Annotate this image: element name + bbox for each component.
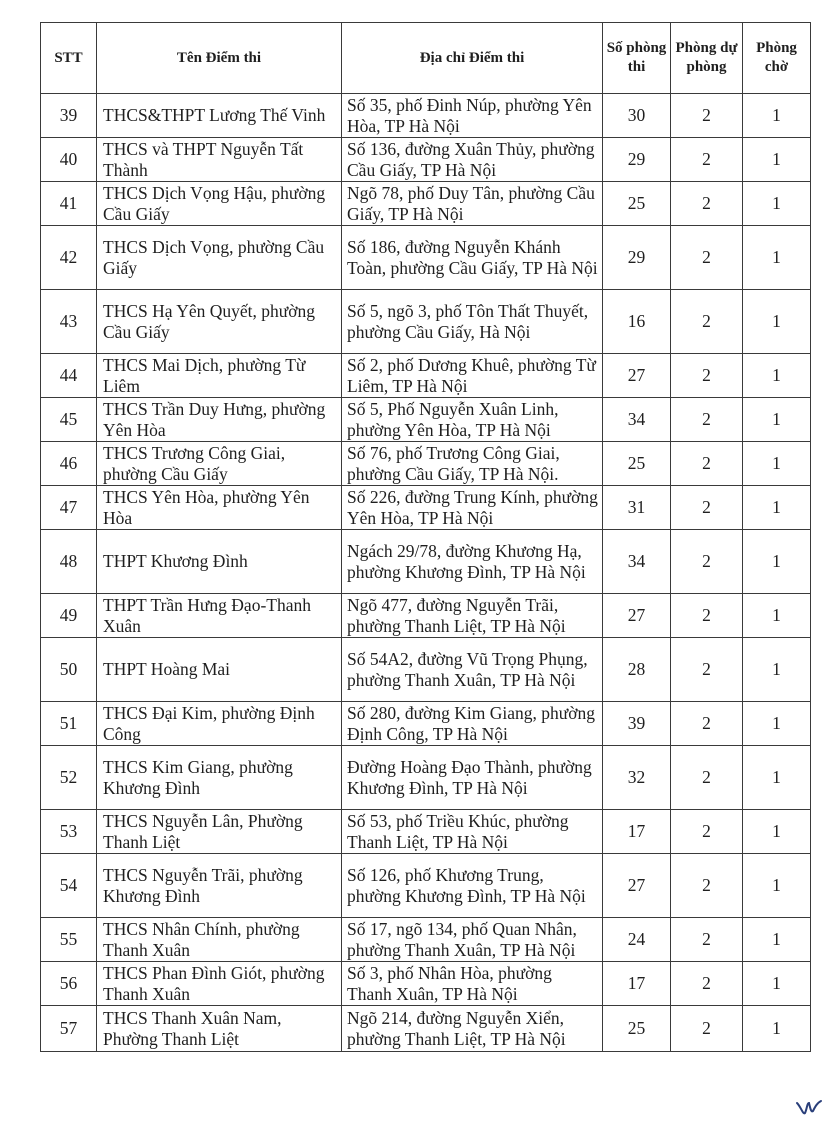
- row-spare-rooms-cell: 2: [671, 354, 743, 398]
- row-exam-rooms-cell: 27: [603, 854, 671, 918]
- table-row: [41, 486, 811, 530]
- row-site-address-cell: Số 280, đường Kim Giang, phường Định Công, TP Hà Nội: [342, 702, 603, 746]
- row-stt-cell: 56: [41, 962, 97, 1006]
- row-exam-rooms-cell: 39: [603, 702, 671, 746]
- row-spare-rooms-cell: 2: [671, 702, 743, 746]
- row-site-address-cell: Số 35, phố Đinh Núp, phường Yên Hòa, TP Hà Nội: [342, 94, 603, 138]
- row-site-address-cell: Số 76, phố Trương Công Giai, phường Cầu Giấy, TP Hà Nội.: [342, 442, 603, 486]
- row-exam-rooms-cell: 25: [603, 1006, 671, 1052]
- table-row: [41, 442, 811, 486]
- row-site-name-cell: THCS Nhân Chính, phường Thanh Xuân: [97, 918, 342, 962]
- row-waiting-rooms-cell: 1: [743, 918, 811, 962]
- row-spare-rooms-cell: 2: [671, 138, 743, 182]
- row-stt-cell: 45: [41, 398, 97, 442]
- row-site-name-cell: THCS Dịch Vọng Hậu, phường Cầu Giấy: [97, 182, 342, 226]
- row-exam-rooms-cell: 31: [603, 486, 671, 530]
- row-site-name-cell: THCS Yên Hòa, phường Yên Hòa: [97, 486, 342, 530]
- row-exam-rooms-cell: 25: [603, 182, 671, 226]
- row-waiting-rooms-cell: 1: [743, 746, 811, 810]
- row-site-name-cell: THCS Nguyễn Lân, Phường Thanh Liệt: [97, 810, 342, 854]
- row-waiting-rooms-cell: 1: [743, 638, 811, 702]
- table-row: [41, 702, 811, 746]
- row-exam-rooms-cell: 24: [603, 918, 671, 962]
- row-stt-cell: 46: [41, 442, 97, 486]
- row-stt-cell: 50: [41, 638, 97, 702]
- row-exam-rooms-cell: 28: [603, 638, 671, 702]
- row-site-name-cell: THCS Đại Kim, phường Định Công: [97, 702, 342, 746]
- row-stt-cell: 49: [41, 594, 97, 638]
- row-exam-rooms-cell: 29: [603, 226, 671, 290]
- row-spare-rooms-cell: 2: [671, 290, 743, 354]
- row-site-address-cell: Số 126, phố Khương Trung, phường Khương Đình, TP Hà Nội: [342, 854, 603, 918]
- exam-sites-table: [40, 22, 811, 1052]
- row-stt-cell: 52: [41, 746, 97, 810]
- table-row: [41, 94, 811, 138]
- row-site-address-cell: Đường Hoàng Đạo Thành, phường Khương Đình, TP Hà Nội: [342, 746, 603, 810]
- row-stt-cell: 48: [41, 530, 97, 594]
- row-spare-rooms-cell: 2: [671, 1006, 743, 1052]
- row-site-name-cell: THCS Hạ Yên Quyết, phường Cầu Giấy: [97, 290, 342, 354]
- row-site-address-cell: Ngách 29/78, đường Khương Hạ, phường Khương Đình, TP Hà Nội: [342, 530, 603, 594]
- row-site-address-cell: Số 54A2, đường Vũ Trọng Phụng, phường Thanh Xuân, TP Hà Nội: [342, 638, 603, 702]
- row-site-address-cell: Số 53, phố Triều Khúc, phường Thanh Liệt, TP Hà Nội: [342, 810, 603, 854]
- row-spare-rooms-cell: 2: [671, 638, 743, 702]
- table-row: [41, 854, 811, 918]
- row-waiting-rooms-cell: 1: [743, 442, 811, 486]
- row-site-name-cell: THCS Mai Dịch, phường Từ Liêm: [97, 354, 342, 398]
- row-site-name-cell: THCS Kim Giang, phường Khương Đình: [97, 746, 342, 810]
- table-row: [41, 530, 811, 594]
- row-site-address-cell: Ngõ 78, phố Duy Tân, phường Cầu Giấy, TP Hà Nội: [342, 182, 603, 226]
- table-row: [41, 138, 811, 182]
- row-stt-cell: 53: [41, 810, 97, 854]
- row-exam-rooms-cell: 25: [603, 442, 671, 486]
- row-waiting-rooms-cell: 1: [743, 94, 811, 138]
- table-row: [41, 226, 811, 290]
- table-row: [41, 398, 811, 442]
- row-site-name-cell: THCS Thanh Xuân Nam, Phường Thanh Liệt: [97, 1006, 342, 1052]
- row-exam-rooms-cell: 27: [603, 594, 671, 638]
- row-waiting-rooms-cell: 1: [743, 854, 811, 918]
- row-waiting-rooms-cell: 1: [743, 138, 811, 182]
- row-site-address-cell: Số 5, ngõ 3, phố Tôn Thất Thuyết, phường Cầu Giấy, Hà Nội: [342, 290, 603, 354]
- row-stt-cell: 51: [41, 702, 97, 746]
- row-exam-rooms-cell: 17: [603, 962, 671, 1006]
- row-site-name-cell: THCS và THPT Nguyễn Tất Thành: [97, 138, 342, 182]
- header-spare-rooms: Phòng dự phòng: [671, 23, 743, 94]
- header-waiting-rooms: Phòng chờ: [743, 23, 811, 94]
- row-stt-cell: 42: [41, 226, 97, 290]
- row-spare-rooms-cell: 2: [671, 918, 743, 962]
- row-spare-rooms-cell: 2: [671, 94, 743, 138]
- table-row: [41, 638, 811, 702]
- row-waiting-rooms-cell: 1: [743, 226, 811, 290]
- header-site-name: Tên Điểm thi: [97, 23, 342, 94]
- row-stt-cell: 47: [41, 486, 97, 530]
- row-waiting-rooms-cell: 1: [743, 530, 811, 594]
- row-site-address-cell: Ngõ 214, đường Nguyễn Xiển, phường Thanh Liệt, TP Hà Nội: [342, 1006, 603, 1052]
- row-waiting-rooms-cell: 1: [743, 810, 811, 854]
- row-site-name-cell: THCS Dịch Vọng, phường Cầu Giấy: [97, 226, 342, 290]
- header-site-address: Địa chỉ Điểm thi: [342, 23, 603, 94]
- row-exam-rooms-cell: 29: [603, 138, 671, 182]
- row-spare-rooms-cell: 2: [671, 530, 743, 594]
- row-site-name-cell: THCS&THPT Lương Thế Vinh: [97, 94, 342, 138]
- table-header-row: [41, 23, 811, 94]
- row-site-address-cell: Số 136, đường Xuân Thủy, phường Cầu Giấy, TP Hà Nội: [342, 138, 603, 182]
- row-site-name-cell: THPT Khương Đình: [97, 530, 342, 594]
- row-exam-rooms-cell: 17: [603, 810, 671, 854]
- row-site-address-cell: Số 186, đường Nguyễn Khánh Toàn, phường Cầu Giấy, TP Hà Nội: [342, 226, 603, 290]
- row-spare-rooms-cell: 2: [671, 810, 743, 854]
- row-waiting-rooms-cell: 1: [743, 398, 811, 442]
- table-row: [41, 918, 811, 962]
- row-spare-rooms-cell: 2: [671, 854, 743, 918]
- row-site-address-cell: Ngõ 477, đường Nguyễn Trãi, phường Thanh Liệt, TP Hà Nội: [342, 594, 603, 638]
- row-exam-rooms-cell: 27: [603, 354, 671, 398]
- row-site-name-cell: THPT Trần Hưng Đạo-Thanh Xuân: [97, 594, 342, 638]
- row-stt-cell: 39: [41, 94, 97, 138]
- row-exam-rooms-cell: 16: [603, 290, 671, 354]
- row-site-address-cell: Số 2, phố Dương Khuê, phường Từ Liêm, TP Hà Nội: [342, 354, 603, 398]
- row-stt-cell: 43: [41, 290, 97, 354]
- row-waiting-rooms-cell: 1: [743, 702, 811, 746]
- row-site-name-cell: THPT Hoàng Mai: [97, 638, 342, 702]
- row-stt-cell: 41: [41, 182, 97, 226]
- row-stt-cell: 54: [41, 854, 97, 918]
- row-waiting-rooms-cell: 1: [743, 182, 811, 226]
- handwritten-initial-mark: [795, 1093, 825, 1121]
- row-exam-rooms-cell: 32: [603, 746, 671, 810]
- row-site-address-cell: Số 17, ngõ 134, phố Quan Nhân, phường Thanh Xuân, TP Hà Nội: [342, 918, 603, 962]
- table-row: [41, 962, 811, 1006]
- header-exam-rooms: Số phòng thi: [603, 23, 671, 94]
- row-spare-rooms-cell: 2: [671, 226, 743, 290]
- row-spare-rooms-cell: 2: [671, 962, 743, 1006]
- row-exam-rooms-cell: 30: [603, 94, 671, 138]
- row-waiting-rooms-cell: 1: [743, 354, 811, 398]
- row-site-address-cell: Số 226, đường Trung Kính, phường Yên Hòa, TP Hà Nội: [342, 486, 603, 530]
- row-spare-rooms-cell: 2: [671, 594, 743, 638]
- row-site-address-cell: Số 5, Phố Nguyễn Xuân Linh, phường Yên Hòa, TP Hà Nội: [342, 398, 603, 442]
- row-waiting-rooms-cell: 1: [743, 962, 811, 1006]
- table-row: [41, 1006, 811, 1052]
- row-site-address-cell: Số 3, phố Nhân Hòa, phường Thanh Xuân, TP Hà Nội: [342, 962, 603, 1006]
- row-stt-cell: 57: [41, 1006, 97, 1052]
- row-stt-cell: 40: [41, 138, 97, 182]
- table-row: [41, 810, 811, 854]
- row-spare-rooms-cell: 2: [671, 398, 743, 442]
- row-spare-rooms-cell: 2: [671, 486, 743, 530]
- row-waiting-rooms-cell: 1: [743, 290, 811, 354]
- table-row: [41, 182, 811, 226]
- row-exam-rooms-cell: 34: [603, 530, 671, 594]
- row-waiting-rooms-cell: 1: [743, 1006, 811, 1052]
- row-site-name-cell: THCS Trần Duy Hưng, phường Yên Hòa: [97, 398, 342, 442]
- row-stt-cell: 55: [41, 918, 97, 962]
- row-waiting-rooms-cell: 1: [743, 594, 811, 638]
- table-row: [41, 354, 811, 398]
- row-exam-rooms-cell: 34: [603, 398, 671, 442]
- row-site-name-cell: THCS Trương Công Giai, phường Cầu Giấy: [97, 442, 342, 486]
- table-row: [41, 594, 811, 638]
- table-row: [41, 290, 811, 354]
- row-site-name-cell: THCS Nguyễn Trãi, phường Khương Đình: [97, 854, 342, 918]
- header-stt: STT: [41, 23, 97, 94]
- table-row: [41, 746, 811, 810]
- row-stt-cell: 44: [41, 354, 97, 398]
- row-site-name-cell: THCS Phan Đình Giót, phường Thanh Xuân: [97, 962, 342, 1006]
- row-waiting-rooms-cell: 1: [743, 486, 811, 530]
- row-spare-rooms-cell: 2: [671, 182, 743, 226]
- row-spare-rooms-cell: 2: [671, 746, 743, 810]
- row-spare-rooms-cell: 2: [671, 442, 743, 486]
